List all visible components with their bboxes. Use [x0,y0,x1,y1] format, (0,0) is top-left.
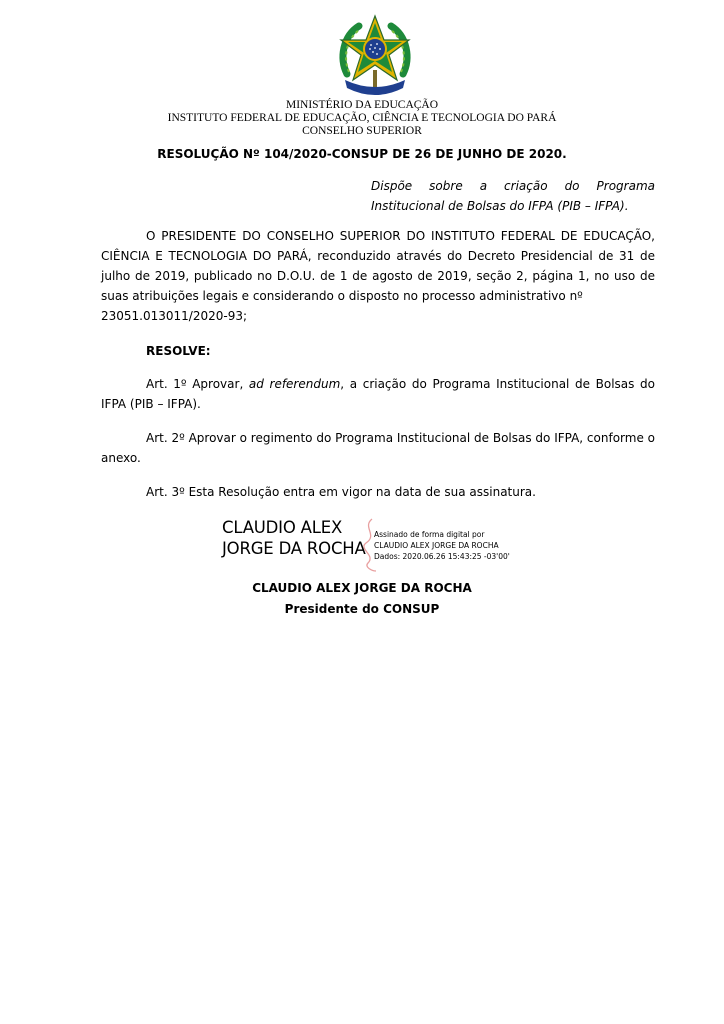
article-2: Art. 2º Aprovar o regimento do Programa Institucional de Bolsas do IFPA, conforme o anexo. [101,431,655,465]
signature-name-line1: CLAUDIO ALEX [222,518,343,537]
preamble-paragraph [101,226,655,326]
article-1-end: , a criação do Programa Institucional de Bolsas do IFPA (PIB – IFPA). [101,377,656,411]
header-institute: INSTITUTO FEDERAL DE EDUCAÇÃO, CIÊNCIA E TECNOLOGIA DO PARÁ [167,112,557,124]
preamble-body: O PRESIDENTE DO CONSELHO SUPERIOR DO INSTITUTO FEDERAL DE EDUCAÇÃO, CIÊNCIA E TECNOLOGIA DO PARÁ, reconduzido através do Decreto Presidencial de 31 de julho de 2019, publicado no D.O.U. de 1 de agosto de 2019, seção 2, página 1, no uso de suas atribuições legais e considerando o disposto no processo administrativo nº [101,229,655,303]
signature-metadata [374,529,510,562]
signer-name: CLAUDIO ALEX JORGE DA ROCHA [252,581,472,595]
header-ministry: MINISTÉRIO DA EDUCAÇÃO [285,99,439,111]
signature-name-line2: JORGE DA ROCHA [222,539,366,558]
signature-meta-line3: Dados: 2020.06.26 15:43:25 -03'00' [374,552,510,561]
ementa-summary: Dispõe sobre a criação do Programa Institucional de Bolsas do IFPA (PIB – IFPA). [371,179,655,213]
process-number: 23051.013011/2020-93; [101,309,248,323]
header-council: CONSELHO SUPERIOR [302,125,422,137]
brazil-coat-of-arms-emblem [337,14,413,98]
signature-name [222,517,366,559]
signature-meta-line1: Assinado de forma digital por [374,530,485,539]
article-3: Art. 3º Esta Resolução entra em vigor na data de sua assinatura. [146,485,536,499]
article-1 [101,374,655,414]
resolution-title: RESOLUÇÃO Nº 104/2020-CONSUP DE 26 DE JUNHO DE 2020. [157,147,567,161]
article-1-italic: ad referendum [248,377,341,391]
signature-meta-line2: CLAUDIO ALEX JORGE DA ROCHA [374,541,499,550]
article-1-start: Art. 1º Aprovar, [146,377,249,391]
digital-signature-block [222,517,562,573]
resolve-label: RESOLVE: [146,344,211,358]
signer-role: Presidente do CONSUP [284,602,440,616]
